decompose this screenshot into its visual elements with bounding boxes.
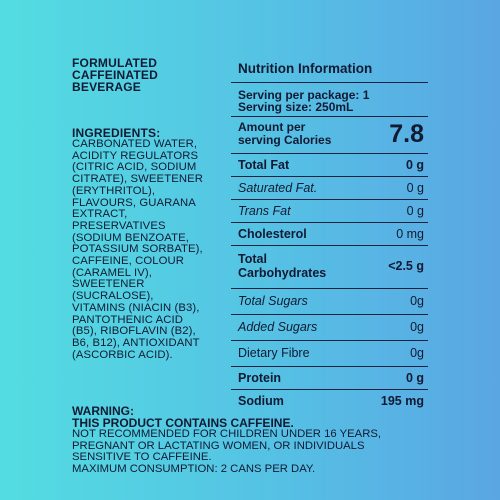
nutrient-name: Cholesterol [238,227,307,241]
servings-per-package: Serving per package: 1 [238,88,370,102]
ingredients-line: FLAVOURS, GUARANA [72,196,196,209]
nutrient-row-total-carbohydrates [231,246,428,289]
nutrient-value: 0 g [406,204,424,218]
nutrient-name: Added Sugars [238,320,318,334]
nutrient-name-line: Carbohydrates [238,266,327,280]
nutrient-value: 0 g [405,371,424,385]
nutrient-row-cholesterol [231,223,428,246]
warning-line: SENSITIVE TO CAFFEINE. [72,451,212,464]
ingredients-line: (CARAMEL IV), [72,266,152,279]
nutrient-row-saturated-fat [231,177,428,200]
warning-line: NOT RECOMMENDED FOR CHILDREN UNDER 16 YEARS, [72,428,382,440]
nutrient-name: Total Sugars [238,294,308,308]
ingredients-line: PRESERVATIVES [72,219,166,232]
nutrition-title: Nutrition Information [231,51,428,83]
nutrient-name: Dietary Fibre [238,346,310,360]
nutrient-value: 195 mg [380,394,424,408]
ingredients-line: (SUCRALOSE), [72,290,154,303]
nutrient-row-total-sugars [231,289,428,315]
ingredients-line: SWEETENER [72,278,145,291]
calories-label-line: Amount per [238,120,306,134]
ingredients-line: (ASCORBIC ACID). [72,348,173,361]
nutrient-value: 0 g [406,181,424,195]
nutrient-name-line: Total [238,252,267,266]
warning-heading [72,405,432,429]
serving-info [231,83,428,117]
ingredients-line: PANTOTHENIC ACID [72,313,184,326]
nutrient-value: <2.5 g [388,259,424,273]
calories-label [238,121,358,146]
serving-size: Serving size: 250mL [238,100,354,114]
ingredients-heading: INGREDIENTS: [72,126,161,140]
ingredients-line: (SODIUM BENZOATE, [72,231,189,244]
nutrient-name: Trans Fat [238,204,291,218]
ingredients-line: CITRATE), SWEETENER [72,173,203,186]
warning-heading-line: THIS PRODUCT CONTAINS CAFFEINE. [72,416,294,430]
nutrient-value: 0 g [405,158,424,172]
nutrient-name: Saturated Fat. [238,181,318,195]
ingredients-text [72,139,232,361]
ingredients-line: ACIDITY REGULATORS [72,149,199,162]
nutrient-row-dietary-fibre [231,341,428,367]
nutrient-row-protein [231,367,428,390]
product-type-heading [72,57,222,93]
ingredients-line: (B5), RIBOFLAVIN (B2), [72,325,196,338]
ingredients-line: CARBONATED WATER, [72,138,198,150]
warning-text [72,429,432,476]
warning-heading-line: WARNING: [72,404,134,418]
ingredients-line: B6, B12), ANTIOXIDANT [72,336,200,349]
nutrition-panel [231,51,428,412]
nutrient-row-added-sugars [231,315,428,341]
nutrient-value: 0g [410,346,424,360]
product-type-line: BEVERAGE [72,80,141,94]
calories-row [231,117,428,154]
nutrient-value: 0g [410,294,424,308]
warning-line: MAXIMUM CONSUMPTION: 2 CANS PER DAY. [72,463,316,476]
ingredients-line: POTASSIUM SORBATE), [72,243,203,256]
ingredients-line: VITAMINS (NIACIN (B3), [72,301,200,314]
nutrient-name: Total Fat [238,158,290,172]
calories-label-line: serving Calories [238,132,332,147]
calories-value: 7.8 [389,120,424,148]
ingredients-line: (ERYTHRITOL), [72,184,156,197]
nutrient-name: Protein [238,371,282,385]
ingredients-block [72,127,232,361]
nutrient-value: 0 mg [396,227,424,241]
product-type-line: FORMULATED [72,56,158,70]
ingredients-line: CAFFEINE, COLOUR [72,255,185,268]
nutrient-value: 0g [410,320,424,334]
product-type-line: CAFFEINATED [72,68,158,82]
warning-block [72,405,432,476]
nutrient-name: Sodium [238,394,284,408]
nutrient-row-total-fat [231,154,428,177]
warning-line: PREGNANT OR LACTATING WOMEN, OR INDIVIDUALS [72,439,365,452]
ingredients-line: (CITRIC ACID, SODIUM [72,161,197,174]
nutrient-row-trans-fat [231,200,428,223]
ingredients-line: EXTRACT, [72,208,128,221]
